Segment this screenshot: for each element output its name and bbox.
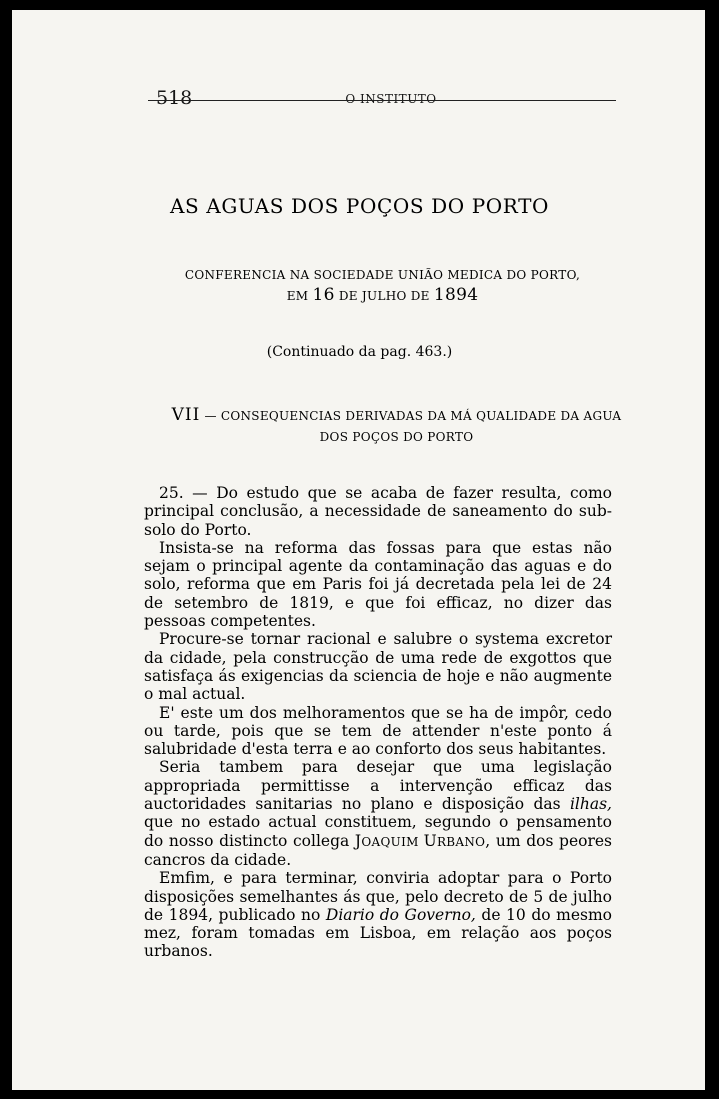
subtitle-day: 16 (312, 285, 335, 305)
p6-diario: Diario do Governo, (325, 905, 476, 924)
p5-text-a: Seria tambem para desejar que uma legislação appropriada permittisse a intervenção efficaz das auctoridades sanitarias no plano e disposição das (144, 758, 612, 814)
name-oaquim: OAQUIM (361, 834, 419, 849)
chapter-line-1 (150, 405, 643, 427)
p5-text-c: , um dos peores cancros da cidade. (144, 831, 613, 869)
chapter-title-2: DOS POÇOS DO PORTO (319, 430, 474, 444)
subtitle-month: DE JULHO DE (338, 289, 430, 303)
paragraph-4: E' este um dos melhoramentos que se ha de impôr, cedo ou tarde, pois que se tem de attender n'este ponto á salubridade d'esta terra e ao conforto dos seus habitantes. (144, 703, 612, 759)
subtitle-em: EM (286, 289, 309, 303)
chapter-dash: — (204, 409, 217, 423)
subtitle-year: 1894 (433, 285, 479, 305)
paragraph-1: 25. — Do estudo que se acaba de fazer resulta, como principal conclusão, a necessidade de saneamento do sub-solo do Porto. (144, 484, 612, 539)
body-text (144, 484, 612, 961)
page-number: 518 (156, 87, 193, 109)
header-rule (148, 100, 616, 101)
article-title: AS AGUAS DOS POÇOS DO PORTO (169, 194, 550, 218)
name-initial-j: J (354, 831, 362, 850)
paragraph-2: Insista-se na reforma das fossas para que estas não sejam o principal agente da contaminação das aguas e do solo, reforma que em Paris foi já decretada pela lei de 24 de setembro de 1819, e que foi efficaz, no dizer das pessoas competentes. (144, 538, 612, 631)
subtitle-line-1: CONFERENCIA NA SOCIEDADE UNIÃO MEDICA DO PORTO, (184, 268, 581, 282)
author-name (354, 831, 486, 850)
running-title: O INSTITUTO (345, 92, 437, 106)
subtitle-line-2 (150, 285, 615, 306)
paragraph-3: Procure-se tornar racional e salubre o systema excretor da cidade, pela construcção de uma rede de exgottos que satisfaça ás exigencias da sciencia de hoje e não augmente o mal actual. (144, 630, 612, 704)
paragraph-5 (144, 758, 612, 869)
chapter-title-1: CONSEQUENCIAS DERIVADAS DA MÁ QUALIDADE DA AGUA (220, 409, 622, 423)
p5-ilhas: ilhas, (569, 795, 612, 814)
chapter-number: VII (171, 405, 201, 425)
p5-text-b: que no estado actual constituem, segundo o pensamento do nosso distincto collega (144, 813, 612, 850)
name-initial-u: U (423, 831, 437, 850)
continued-note: (Continuado da pag. 463.) (266, 344, 453, 360)
name-rbano: RBANO (436, 834, 486, 849)
page-header (156, 75, 626, 115)
p6-text-b: de 10 do mesmo mez, foram tomadas em Lisboa, em relação aos poços urbanos. (144, 905, 612, 961)
paragraph-6 (144, 869, 612, 960)
article-subtitle (150, 265, 615, 306)
p6-text-a: Emfim, e para terminar, conviria adoptar para o Porto disposições semelhantes ás que, pelo decreto de 5 de julho de 1894, publicado no (144, 869, 612, 924)
chapter-heading (150, 405, 643, 448)
